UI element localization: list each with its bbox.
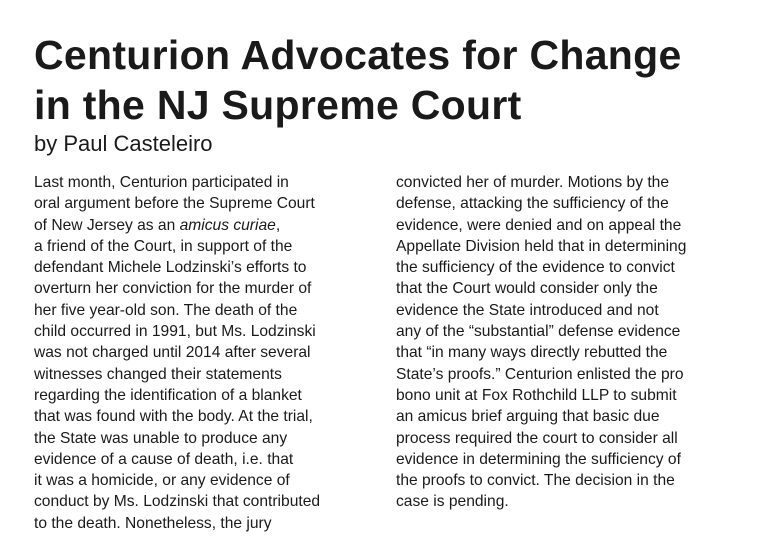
body-line: overturn her conviction for the murder of — [34, 280, 312, 298]
body-line: defendant Michele Lodzinski’s efforts to — [34, 259, 307, 277]
body-line: her five year-old son. The death of the — [34, 301, 298, 319]
body-line: an amicus brief arguing that basic due — [396, 408, 660, 426]
body-line: Last month, Centurion participated in — [34, 174, 289, 191]
body-line: evidence of a cause of death, i.e. that — [34, 450, 294, 468]
italic-term: amicus curiae — [179, 216, 276, 234]
body-line: case is pending. — [396, 493, 509, 511]
body-line: bono unit at Fox Rothchild LLP to submit — [396, 386, 677, 404]
body-column-right — [396, 172, 741, 513]
body-line: evidence in determining the sufficiency of — [396, 450, 681, 468]
body-line: any of the “substantial” defense evidence — [396, 323, 681, 341]
body-line: evidence the State introduced and not — [396, 301, 659, 319]
body-line: State’s proofs.” Centurion enlisted the pro — [396, 365, 684, 383]
body-line: child occurred in 1991, but Ms. Lodzinski — [34, 323, 316, 341]
body-line: witnesses changed their statements — [34, 365, 282, 383]
body-line: convicted her of murder. Motions by the — [396, 174, 670, 191]
headline-line-2: in the NJ Supreme Court — [34, 82, 522, 128]
body-line: process required the court to consider all — [396, 429, 678, 447]
body-line: the sufficiency of the evidence to convict — [396, 259, 675, 277]
article — [34, 30, 744, 532]
body-line: Appellate Division held that in determining — [396, 237, 687, 255]
headline — [34, 30, 744, 130]
body-line: the proofs to convict. The decision in the — [396, 472, 675, 490]
body-line: of New Jersey as an amicus curiae, — [34, 216, 281, 234]
body-line: that the Court would consider only the — [396, 280, 658, 298]
body-line: the State was unable to produce any — [34, 429, 288, 447]
body-line: evidence, were denied and on appeal the — [396, 216, 682, 234]
headline-line-1: Centurion Advocates for Change — [34, 32, 682, 78]
body-line: that was found with the body. At the trial, — [34, 408, 313, 426]
byline: by Paul Casteleiro — [34, 131, 213, 156]
body-line: conduct by Ms. Lodzinski that contributed — [34, 493, 321, 511]
body-line: was not charged until 2014 after several — [34, 344, 311, 362]
body-line: defense, attacking the sufficiency of the — [396, 195, 669, 213]
body-line: regarding the identification of a blanket — [34, 386, 302, 404]
body-line: it was a homicide, or any evidence of — [34, 472, 290, 490]
body-line: oral argument before the Supreme Court — [34, 195, 315, 213]
body-line: a friend of the Court, in support of the — [34, 237, 293, 255]
body-column-left — [34, 172, 374, 534]
body-line: that “in many ways directly rebutted the — [396, 344, 668, 362]
body-line: to the death. Nonetheless, the jury — [34, 514, 272, 532]
